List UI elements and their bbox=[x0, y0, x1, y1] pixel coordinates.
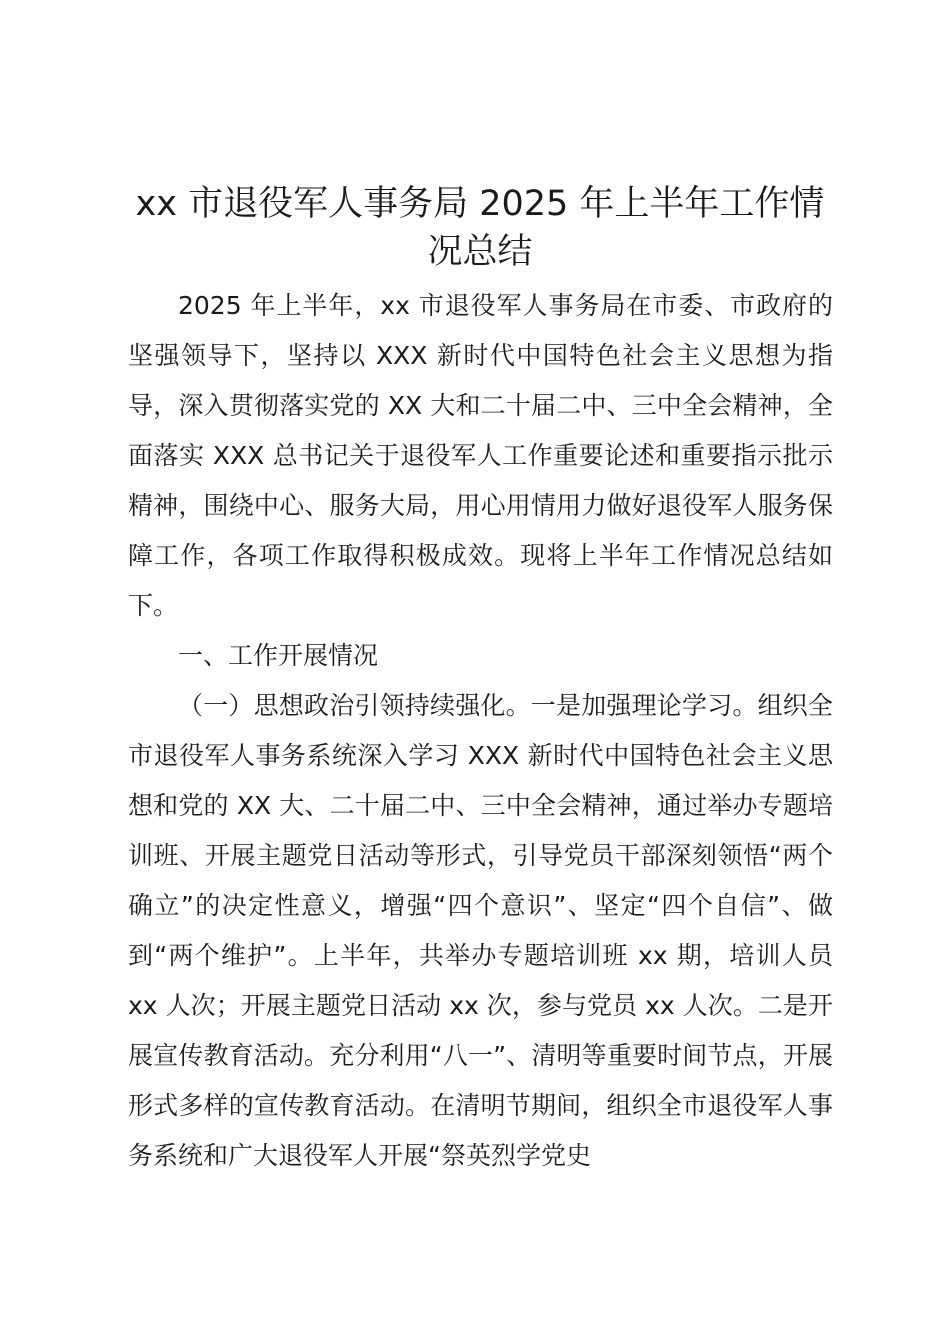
section-heading: 一、工作开展情况 bbox=[178, 641, 379, 670]
section-paragraph: （一）思想政治引领持续强化。一是加强理论学习。组织全市退役军人事务系统深入学习 XXX 新时代中国特色社会主义思想和党的 XX 大、二十届二中、三中全会精神，通过举办专题培训班、开展主题党日活动等形式，引导党员干部深刻领悟“两个确立”的决定性意义，增强“四个意识”、坚定“四个自信”、做到“两个维护”。上半年，共举办专题培训班 xx 期，培训人员 xx 人次；开展主题党日活动 xx 次，参与党员 xx 人次。二是开展宣传教育活动。充分利用“八一”、清明等重要时间节点，开展形式多样的宣传教育活动。在清明节期间，组织全市退役军人事务系统和广大退役军人开展“祭英烈学党史 bbox=[128, 691, 833, 1170]
document-title: xx 市退役军人事务局 2025 年上半年工作情况总结 bbox=[135, 184, 825, 272]
intro-paragraph: 2025 年上半年，xx 市退役军人事务局在市委、市政府的坚强领导下，坚持以 XXX 新时代中国特色社会主义思想为指导，深入贯彻落实党的 XX 大和二十届二中、三中全会精神，全面落实 XXX 总书记关于退役军人工作重要论述和重要指示批示精神，围绕中心、服务大局，用心用情用力做好退役军人服务保障工作，各项工作取得积极成效。现将上半年工作情况总结如下。 bbox=[128, 291, 833, 620]
